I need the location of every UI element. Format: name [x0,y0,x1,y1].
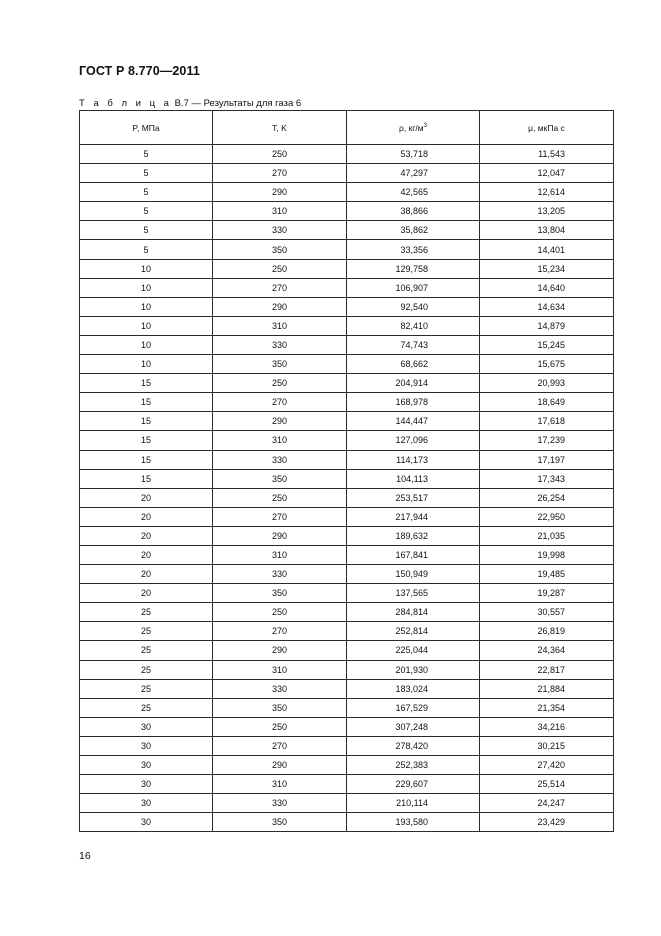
table-row [80,316,614,335]
cell-pressure: 10 [80,278,213,297]
table-row [80,736,614,755]
table-row [80,526,614,545]
table-row [80,794,614,813]
cell-pressure: 15 [80,412,213,431]
table-caption [79,98,301,109]
cell-temperature: 350 [213,584,347,603]
cell-density: 74,743 [347,335,480,354]
table-row [80,545,614,564]
table-row [80,469,614,488]
cell-pressure: 10 [80,335,213,354]
cell-temperature: 310 [213,316,347,335]
cell-temperature: 290 [213,412,347,431]
table-row [80,660,614,679]
table-row [80,641,614,660]
table-row [80,145,614,164]
cell-pressure: 30 [80,813,213,832]
cell-temperature: 330 [213,565,347,584]
cell-density: 278,420 [347,736,480,755]
cell-density: 284,814 [347,603,480,622]
table-row [80,507,614,526]
table-row [80,698,614,717]
cell-temperature: 250 [213,488,347,507]
column-header-temperature: T, K [213,111,347,145]
cell-viscosity: 21,884 [480,679,614,698]
cell-density: 129,758 [347,259,480,278]
table-row [80,335,614,354]
cell-viscosity: 25,514 [480,775,614,794]
cell-temperature: 290 [213,641,347,660]
table-row [80,450,614,469]
cell-density: 92,540 [347,297,480,316]
table-row [80,775,614,794]
cell-viscosity: 20,993 [480,374,614,393]
cell-temperature: 270 [213,507,347,526]
page-number: 16 [79,850,91,862]
table-row [80,355,614,374]
cell-temperature: 270 [213,278,347,297]
cell-pressure: 20 [80,545,213,564]
cell-density: 252,383 [347,756,480,775]
cell-density: 137,565 [347,584,480,603]
cell-viscosity: 15,234 [480,259,614,278]
table-row [80,603,614,622]
cell-temperature: 250 [213,145,347,164]
cell-pressure: 25 [80,641,213,660]
cell-viscosity: 14,401 [480,240,614,259]
cell-pressure: 30 [80,736,213,755]
cell-pressure: 20 [80,507,213,526]
cell-temperature: 270 [213,736,347,755]
cell-density: 225,044 [347,641,480,660]
table-body [80,145,614,832]
cell-density: 193,580 [347,813,480,832]
cell-pressure: 30 [80,717,213,736]
cell-viscosity: 17,239 [480,431,614,450]
table-row [80,221,614,240]
cell-viscosity: 24,247 [480,794,614,813]
cell-density: 252,814 [347,622,480,641]
cell-viscosity: 18,649 [480,393,614,412]
cell-density: 253,517 [347,488,480,507]
cell-density: 114,173 [347,450,480,469]
cell-temperature: 310 [213,775,347,794]
table-row [80,202,614,221]
cell-pressure: 15 [80,431,213,450]
table-row [80,164,614,183]
cell-density: 201,930 [347,660,480,679]
cell-viscosity: 19,287 [480,584,614,603]
cell-viscosity: 21,035 [480,526,614,545]
cell-pressure: 5 [80,202,213,221]
cell-temperature: 330 [213,221,347,240]
cell-density: 47,297 [347,164,480,183]
table-row [80,374,614,393]
cell-density: 144,447 [347,412,480,431]
cell-pressure: 10 [80,259,213,278]
cell-density: 210,114 [347,794,480,813]
table-caption-label: Т а б л и ц а [79,98,172,109]
cell-viscosity: 21,354 [480,698,614,717]
table-caption-title: В.7 — Результаты для газа 6 [174,98,302,109]
cell-viscosity: 11,543 [480,145,614,164]
cell-temperature: 350 [213,698,347,717]
cell-pressure: 15 [80,469,213,488]
cell-temperature: 350 [213,813,347,832]
cell-temperature: 290 [213,756,347,775]
cell-viscosity: 22,817 [480,660,614,679]
cell-pressure: 5 [80,164,213,183]
cell-viscosity: 22,950 [480,507,614,526]
cell-temperature: 270 [213,164,347,183]
column-header-density-text: ρ, кг/м [399,122,424,133]
cell-density: 189,632 [347,526,480,545]
cell-temperature: 290 [213,526,347,545]
cell-temperature: 310 [213,545,347,564]
cell-density: 127,096 [347,431,480,450]
cell-temperature: 350 [213,469,347,488]
cell-viscosity: 13,804 [480,221,614,240]
table-row [80,584,614,603]
cell-pressure: 20 [80,565,213,584]
cell-viscosity: 12,047 [480,164,614,183]
cell-viscosity: 17,618 [480,412,614,431]
table-header-row [80,111,614,145]
cell-pressure: 5 [80,240,213,259]
cell-temperature: 330 [213,335,347,354]
cell-temperature: 270 [213,393,347,412]
cell-pressure: 30 [80,794,213,813]
cell-density: 307,248 [347,717,480,736]
cell-viscosity: 34,216 [480,717,614,736]
cell-density: 150,949 [347,565,480,584]
cell-temperature: 350 [213,240,347,259]
cell-density: 167,841 [347,545,480,564]
cell-temperature: 250 [213,374,347,393]
cell-density: 68,662 [347,355,480,374]
cell-temperature: 270 [213,622,347,641]
table-row [80,431,614,450]
cell-density: 82,410 [347,316,480,335]
cell-pressure: 15 [80,374,213,393]
cell-density: 38,866 [347,202,480,221]
cell-viscosity: 19,485 [480,565,614,584]
cell-temperature: 290 [213,183,347,202]
table-row [80,259,614,278]
column-header-density [347,111,480,145]
cell-pressure: 15 [80,450,213,469]
cell-viscosity: 17,197 [480,450,614,469]
cell-pressure: 25 [80,622,213,641]
cell-temperature: 310 [213,431,347,450]
cell-temperature: 250 [213,259,347,278]
cell-viscosity: 30,215 [480,736,614,755]
table-row [80,717,614,736]
cell-density: 183,024 [347,679,480,698]
table-row [80,183,614,202]
cell-temperature: 310 [213,660,347,679]
cell-temperature: 250 [213,717,347,736]
cell-viscosity: 26,819 [480,622,614,641]
cell-density: 204,914 [347,374,480,393]
cell-temperature: 290 [213,297,347,316]
cell-temperature: 330 [213,450,347,469]
cell-pressure: 15 [80,393,213,412]
cell-viscosity: 14,640 [480,278,614,297]
cell-viscosity: 17,343 [480,469,614,488]
cell-density: 168,978 [347,393,480,412]
cell-viscosity: 14,879 [480,316,614,335]
cell-viscosity: 24,364 [480,641,614,660]
cell-temperature: 310 [213,202,347,221]
results-table [79,110,614,832]
cell-temperature: 330 [213,794,347,813]
table-row [80,622,614,641]
table-row [80,297,614,316]
column-header-pressure: P, МПа [80,111,213,145]
cell-viscosity: 12,614 [480,183,614,202]
cell-pressure: 20 [80,584,213,603]
column-header-density-exponent: 3 [423,122,427,129]
table-row [80,488,614,507]
cell-pressure: 10 [80,355,213,374]
cell-viscosity: 19,998 [480,545,614,564]
table-row [80,412,614,431]
cell-viscosity: 14,634 [480,297,614,316]
table-row [80,756,614,775]
cell-pressure: 10 [80,316,213,335]
table-row [80,679,614,698]
cell-pressure: 5 [80,145,213,164]
cell-density: 104,113 [347,469,480,488]
cell-density: 217,944 [347,507,480,526]
table-row [80,278,614,297]
cell-pressure: 25 [80,679,213,698]
cell-pressure: 30 [80,756,213,775]
cell-pressure: 5 [80,183,213,202]
cell-pressure: 30 [80,775,213,794]
cell-viscosity: 23,429 [480,813,614,832]
cell-pressure: 25 [80,660,213,679]
cell-temperature: 350 [213,355,347,374]
cell-pressure: 25 [80,698,213,717]
cell-temperature: 330 [213,679,347,698]
cell-density: 229,607 [347,775,480,794]
table-row [80,393,614,412]
document-code: ГОСТ Р 8.770—2011 [79,64,200,78]
cell-pressure: 10 [80,297,213,316]
cell-pressure: 25 [80,603,213,622]
cell-pressure: 20 [80,488,213,507]
cell-density: 42,565 [347,183,480,202]
table-row [80,813,614,832]
cell-viscosity: 15,245 [480,335,614,354]
cell-density: 35,862 [347,221,480,240]
column-header-viscosity: μ, мкПа с [480,111,614,145]
cell-density: 167,529 [347,698,480,717]
cell-viscosity: 30,557 [480,603,614,622]
cell-density: 53,718 [347,145,480,164]
cell-viscosity: 13,205 [480,202,614,221]
cell-pressure: 20 [80,526,213,545]
cell-temperature: 250 [213,603,347,622]
cell-viscosity: 26,254 [480,488,614,507]
table-row [80,565,614,584]
cell-pressure: 5 [80,221,213,240]
cell-viscosity: 27,420 [480,756,614,775]
cell-density: 106,907 [347,278,480,297]
table-row [80,240,614,259]
cell-density: 33,356 [347,240,480,259]
cell-viscosity: 15,675 [480,355,614,374]
